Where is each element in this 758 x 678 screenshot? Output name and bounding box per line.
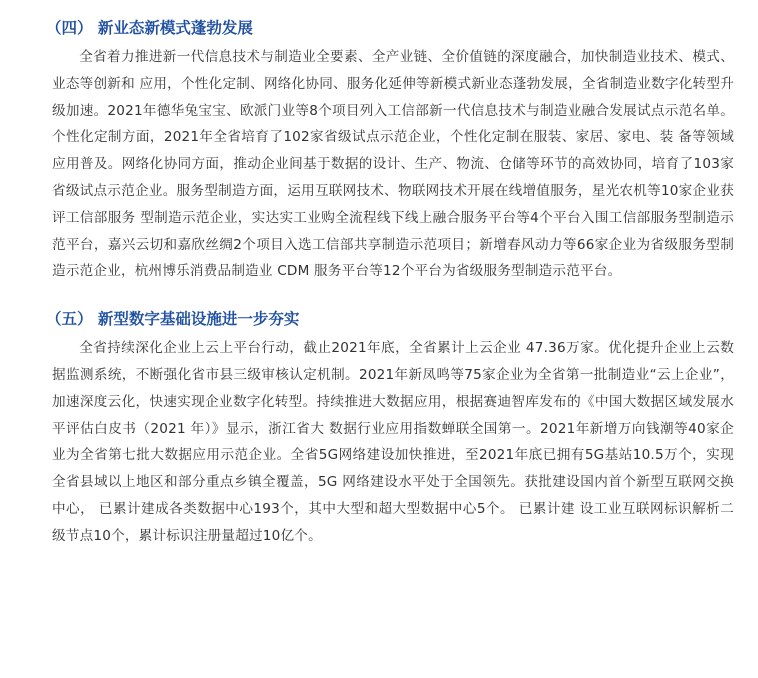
section-new-business-models — [46, 16, 734, 285]
section-paragraph: 全省着力推进新一代信息技术与制造业全要素、全产业链、全价值链的深度融合，加快制造业技术、模式、业态等创新和 应用，个性化定制、网络化协同、服务化延伸等新模式新业态蓬勃发展，全省制造业数字化转型升级加速。2021年德华兔宝宝、欧派门业等8个项目列入工信部新一代信息技术与制造业融合发展试点示范名单。个性化定制方面，2021年全省培育了102家省级试点示范企业，个性化定制在服装、家居、家电、装 备等领域应用普及。网络化协同方面，推动企业间基于数据的设计、生产、物流、仓储等环节的高效协同，培育了103家省级试点示范企业。服务型制造方面，运用互联网技术、物联网技术开展在线增值服务，星光农机等10家企业获评工信部服务 型制造示范企业，实达实工业购全流程线下线上融合服务平台等4个平台入围工信部服务型制造示范平台，嘉兴云切和嘉欣丝绸2个项目入选工信部共享制造示范项目；新增春风动力等66家企业为省级服务型制造示范企业，杭州博乐消费品制造业 CDM 服务平台等12个平台为省级服务型制造示范平台。 — [52, 49, 734, 280]
section-digital-infrastructure — [46, 307, 734, 549]
section-heading: （五） 新型数字基础设施进一步夯实 — [46, 310, 300, 329]
section-paragraph: 全省持续深化企业上云上平台行动，截止2021年底，全省累计上云企业 47.36万家。优化提升企业上云数据监测系统，不断强化省市县三级审核认定机制。2021年新凤鸣等75家企业为全省第一批制造业“云上企业”， 加速深度云化，快速实现企业数字化转型。持续推进大数据应用，根据赛迪智库发布的《中国大数据区域发展水平评估白皮书（2021 年）》显示，浙江省大 数据行业应用指数蝉联全国第一。2021年新增万向钱潮等40家企业为全省第七批大数据应用示范企业。全省5G网络建设加快推进，至2021年底已拥有5G基站10.5万个，实现全省县域以上地区和部分重点乡镇全覆盖，5G 网络建设水平处于全国领先。获批建设国内首个新型互联网交换中心， 已累计建成各类数据中心193个，其中大型和超大型数据中心5个。 已累计建 设工业互联网标识解析二级节点10个，累计标识注册量超过10亿个。 — [52, 340, 734, 544]
section-heading: （四） 新业态新模式蓬勃发展 — [46, 19, 253, 37]
